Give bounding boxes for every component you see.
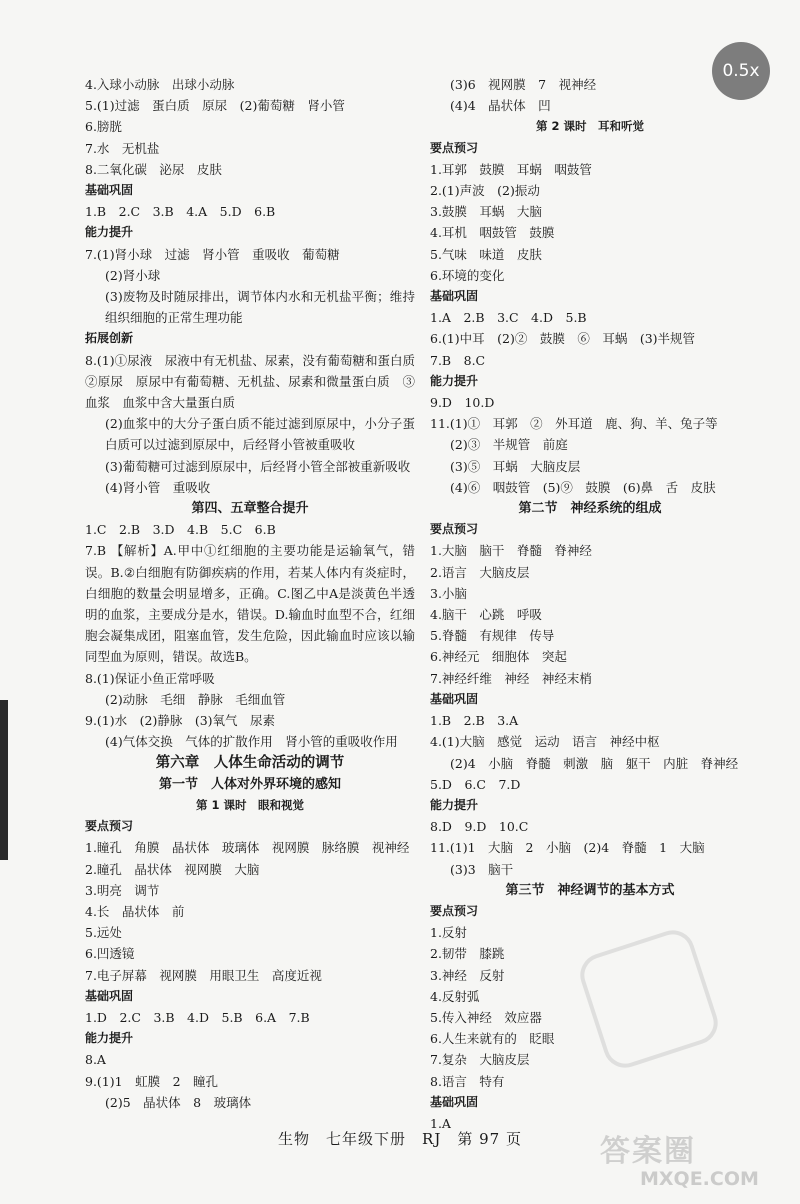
answer-line: 4.(1)大脑 感觉 运动 语言 神经中枢: [430, 734, 660, 750]
answer-line: 6.(1)中耳 (2)② 鼓膜 ⑥ 耳蜗 (3)半规管: [430, 331, 696, 347]
section-title: 第二节 神经系统的组成: [518, 501, 662, 517]
answer-line: (2)4 小脑 脊髓 刺激 脑 躯干 内脏 脊神经: [450, 755, 739, 771]
answer-line: 8.A: [85, 1052, 106, 1068]
answer-line: (2)③ 半规管 前庭: [450, 437, 568, 453]
answer-line: 7.神经纤维 神经 神经末梢: [430, 670, 592, 686]
answer-line: 1.C 2.B 3.D 4.B 5.C 6.B: [85, 522, 276, 538]
answer-line: 8.语言 特有: [430, 1073, 505, 1089]
answer-line: 1.A 2.B 3.C 4.D 5.B: [430, 310, 587, 326]
watermark-url: MXQE.COM: [640, 1168, 759, 1190]
answer-line: (3)6 视网膜 7 视神经: [450, 77, 597, 92]
answer-line: 2.语言 大脑皮层: [430, 564, 530, 580]
section-label: 基础巩固: [430, 289, 479, 304]
answer-line: 6.环境的变化: [430, 267, 505, 283]
answer-line: 4.反射弧: [430, 988, 480, 1004]
answer-line: 1.瞳孔 角膜 晶状体 玻璃体 视网膜 脉络膜 视神经: [85, 840, 410, 856]
answer-line: 1.A: [430, 1115, 451, 1131]
answer-line: (4)⑥ 咽鼓管 (5)⑨ 鼓膜 (6)鼻 舌 皮肤: [450, 479, 716, 495]
left-column: [85, 74, 428, 1113]
answer-line: 7.复杂 大脑皮层: [430, 1052, 530, 1068]
section-title: 第一节 人体对外界环境的感知: [158, 776, 341, 792]
section-label: 基础巩固: [85, 988, 134, 1003]
section-label: 能力提升: [85, 1031, 134, 1046]
section-label: 能力提升: [430, 373, 479, 388]
answer-line: (4)4 晶状体 凹: [450, 98, 551, 114]
answer-line: (3)3 脑干: [450, 861, 514, 877]
answer-line: 11.(1)1 大脑 2 小脑 (2)4 脊髓 1 大脑: [430, 840, 705, 856]
answer-line: 2.(1)声波 (2)振动: [430, 183, 540, 199]
lesson-title: 第 2 课时 耳和听觉: [535, 119, 644, 134]
answer-line: 3.鼓膜 耳蜗 大脑: [430, 204, 542, 220]
section-label: 能力提升: [85, 225, 134, 240]
chapter-title: 第六章 人体生命活动的调节: [155, 754, 345, 771]
answer-line: 1.耳郭 鼓膜 耳蜗 咽鼓管: [430, 161, 592, 177]
section-label: 要点预习: [85, 819, 134, 834]
answer-line: 3.小脑: [430, 585, 467, 601]
page-footer: 生物 七年级下册 RJ 第 97 页: [278, 1130, 522, 1148]
answer-line: 7.B 【解析】A.甲中①红细胞的主要功能是运输氧气，错误。B.②白细胞有防御疾病的作用，若某人体内有炎症时，白细胞的数量会明显增多，正确。C.图乙中A是淡黄色半透明的血浆，主要成分是水，错误。D.输血时血型不合，红细胞会凝集成团，阻塞血管，发生危险，因此输血时应该以输同型血为原则，错误。故选B。: [85, 543, 415, 665]
section-title: 第四、五章整合提升: [191, 501, 309, 517]
answer-line: 7.B 8.C: [430, 352, 486, 368]
answer-line: 8.二氧化碳 泌尿 皮肤: [85, 161, 222, 177]
section-label: 要点预习: [430, 903, 479, 918]
section-label: 要点预习: [430, 522, 479, 537]
answer-line: 1.反射: [430, 925, 467, 941]
answer-line: 6.膀胱: [85, 119, 122, 135]
scan-edge-shadow: [0, 700, 8, 860]
watermark-logo: 答案圈: [600, 1134, 696, 1169]
answer-line: 1.B 2.C 3.B 4.A 5.D 6.B: [85, 204, 276, 220]
section-label: 基础巩固: [85, 183, 134, 198]
section-label: 基础巩固: [430, 1094, 479, 1109]
answer-line: 5.D 6.C 7.D: [430, 776, 521, 792]
answer-line: 8.(1)保证小鱼正常呼吸: [85, 670, 215, 686]
section-title: 第三节 神经调节的基本方式: [505, 882, 675, 898]
answer-line: 2.瞳孔 晶状体 视网膜 大脑: [85, 861, 260, 877]
answer-line: 5.脊髓 有规律 传导: [430, 628, 555, 644]
answer-line: 11.(1)① 耳郭 ② 外耳道 鹿、狗、羊、兔子等: [430, 416, 718, 432]
answer-line: (2)5 晶状体 8 玻璃体: [105, 1094, 252, 1110]
lesson-title: 第 1 课时 眼和视觉: [195, 797, 304, 812]
section-label: 基础巩固: [430, 691, 479, 706]
answer-line: 4.入球小动脉 出球小动脉: [85, 77, 235, 92]
answer-line: 9.(1)水 (2)静脉 (3)氧气 尿素: [85, 713, 276, 729]
answer-line: (3)⑤ 耳蜗 大脑皮层: [450, 458, 581, 474]
answer-line: 5.(1)过滤 蛋白质 原尿 (2)葡萄糖 肾小管: [85, 98, 345, 114]
answer-line: 5.远处: [85, 925, 122, 941]
answer-line: 8.D 9.D 10.C: [430, 819, 529, 835]
section-label: 要点预习: [430, 140, 479, 155]
answer-line: 4.脑干 心跳 呼吸: [430, 607, 542, 623]
answer-line: 6.神经元 细胞体 突起: [430, 649, 567, 665]
answer-line: (4)肾小管 重吸收: [105, 479, 211, 495]
answer-line: 9.D 10.D: [430, 395, 495, 411]
answer-line: 7.电子屏幕 视网膜 用眼卫生 高度近视: [85, 967, 322, 983]
answer-line: (4)气体交换 气体的扩散作用 肾小管的重吸收作用: [105, 734, 398, 750]
answer-line: 9.(1)1 虹膜 2 瞳孔: [85, 1073, 219, 1089]
zoom-level-button[interactable]: 0.5x: [712, 42, 770, 100]
answer-line: 3.明亮 调节: [85, 882, 160, 898]
answer-line: (2)血浆中的大分子蛋白质不能过滤到原尿中，小分子蛋白质可以过滤到原尿中，后经肾小管被重吸收: [105, 416, 415, 453]
answer-line: (3)葡萄糖可过滤到原尿中，后经肾小管全部被重新吸收: [105, 458, 411, 474]
answer-line: (2)肾小球: [105, 267, 161, 283]
answer-line: 7.(1)肾小球 过滤 肾小管 重吸收 葡萄糖: [85, 246, 340, 262]
answer-line: 8.(1)①尿液 尿液中有无机盐、尿素，没有葡萄糖和蛋白质 ②原尿 原尿中有葡萄糖、无机盐、尿素和微量蛋白质 ③血浆 血浆中含大量蛋白质: [85, 352, 428, 411]
answer-line: 1.D 2.C 3.B 4.D 5.B 6.A 7.B: [85, 1009, 310, 1025]
answer-line: 1.大脑 脑干 脊髓 脊神经: [430, 543, 592, 559]
answer-line: 3.神经 反射: [430, 967, 505, 983]
answer-line: 4.耳机 咽鼓管 鼓膜: [430, 225, 555, 241]
answer-line: 2.韧带 膝跳: [430, 946, 505, 962]
section-label: 拓展创新: [85, 331, 134, 346]
section-label: 能力提升: [430, 797, 479, 812]
answer-line: (3)废物及时随尿排出，调节体内水和无机盐平衡；维持组织细胞的正常生理功能: [105, 289, 415, 326]
answer-line: 5.气味 味道 皮肤: [430, 246, 542, 262]
answer-line: 5.传入神经 效应器: [430, 1009, 542, 1025]
answer-line: 6.人生来就有的 眨眼: [430, 1031, 555, 1047]
answer-line: (2)动脉 毛细 静脉 毛细血管: [105, 691, 286, 707]
answer-line: 6.凹透镜: [85, 946, 135, 962]
answer-line: 7.水 无机盐: [85, 140, 160, 156]
answer-line: 1.B 2.B 3.A: [430, 713, 519, 729]
answer-line: 4.长 晶状体 前: [85, 903, 185, 919]
